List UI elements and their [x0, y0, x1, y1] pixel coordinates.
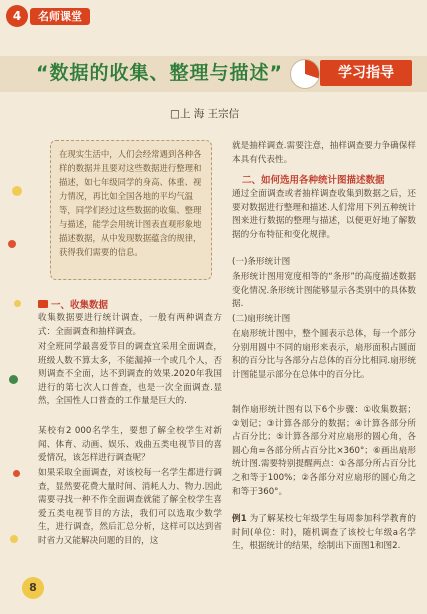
section-heading-collect: 一、收集数据 [38, 297, 108, 311]
page-title: “数据的收集、整理与描述” [36, 62, 283, 84]
example-text: 为了解某校七年级学生每周参加科学教育的时间(单位：时)，随机调查了该校七年级a名学生，根据统计的结果，绘制出下面图1和图2. [232, 514, 416, 552]
intro-text: 在现实生活中，人们会经常遇到各种各样的数据并且要对这些数据进行整理和描述，如七年级同学的身高、体重、视力情况，再比如全国各地的平均气温等，同学们经过这些数据的收集、整理与描述，能学会用统计图表直观形象地描述数据，从中发现数据蕴含的规律，获得我们需要的信息。 [59, 149, 202, 257]
section-heading-charts: 二、如何选用各种统计图描述数据 [242, 175, 385, 186]
subheading-bar-chart: (一)条形统计图 [232, 257, 291, 267]
decoration-circle [12, 186, 22, 196]
paragraph: 通过全面调查或者抽样调查收集到数据之后，还要对数据进行整理和描述.人们常用下列五种统计图来进行数据的整理与描述，以便更好地了解数据的分布特征和变化规律。 [232, 189, 416, 240]
paragraph: 对全班同学最喜爱节目的调查宜采用全面调查，班级人数不算太多，不能漏掉一个或几个人，否则调查不全面，达不到调查的效果.2020年我国进行的第七次人口普查，也是一次全面调查.显然，全国性人口普查的工作量是巨大的. [38, 342, 222, 407]
decoration-circle [13, 470, 20, 477]
intro-box [50, 140, 212, 280]
paragraph: 在扇形统计图中，整个圆表示总体，每一个部分分别用圆中不同的扇形来表示，扇形面积占圆面积的百分比与各部分占总体的百分比相同.扇形统计图能显示部分在总体中的百分比。 [232, 329, 416, 380]
paragraph: 如果采取全面调查，对该校每一名学生都进行调查，显然要花费大量时间、消耗人力、物力.因此需要寻找一种不作全面调查就能了解全校学生喜爱五类电视节目的方法，我们可以选取少数学生，进行调查，然后汇总分析，这样可以达到省时省力又能解决问题的目的，这 [38, 468, 222, 546]
decoration-circle [8, 240, 16, 248]
pie-icon [290, 59, 320, 89]
example-label: 例1 [232, 514, 247, 524]
author-line: □上 海 王宗信 [170, 108, 240, 120]
title-tag: 学习指导 [320, 60, 412, 86]
column-tag: 名师课堂 [30, 8, 90, 25]
example-paragraph [232, 513, 416, 554]
paragraph: 就是抽样调查.需要注意，抽样调查要力争确保样本具有代表性。 [232, 141, 416, 165]
paragraph: 制作扇形统计图有以下6个步骤：①收集数据；②划记；③计算各部分的数据；④计算各部分所占百分比；⑤计算各部分对应扇形的圆心角，各圆心角=各部分所占百分比×360°；⑥画出扇形统计图.需要特别提醒两点：①各部分所占百分比之和等于100%；②各部分对应扇形的圆心角之和等于360°。 [232, 405, 416, 497]
decoration-circle [14, 300, 21, 307]
paragraph: 收集数据要进行统计调查，一般有两种调查方式：全面调查和抽样调查。 [38, 313, 222, 337]
decoration-circle [10, 535, 18, 543]
paragraph: 条形统计图用宽度相等的“条形”的高度描述数据变化情况.条形统计图能够显示各类别中的具体数据. [232, 272, 416, 310]
column-logo: 4 [6, 5, 28, 27]
decoration-circle [9, 375, 18, 384]
subheading-pie-chart: (二)扇形统计图 [232, 314, 291, 324]
paragraph: 某校有2 000名学生，要想了解全校学生对新闻、体育、动画、娱乐、戏曲五类电视节目的喜爱情况，该怎样进行调查呢？ [38, 426, 222, 464]
page-number: 8 [22, 577, 44, 599]
